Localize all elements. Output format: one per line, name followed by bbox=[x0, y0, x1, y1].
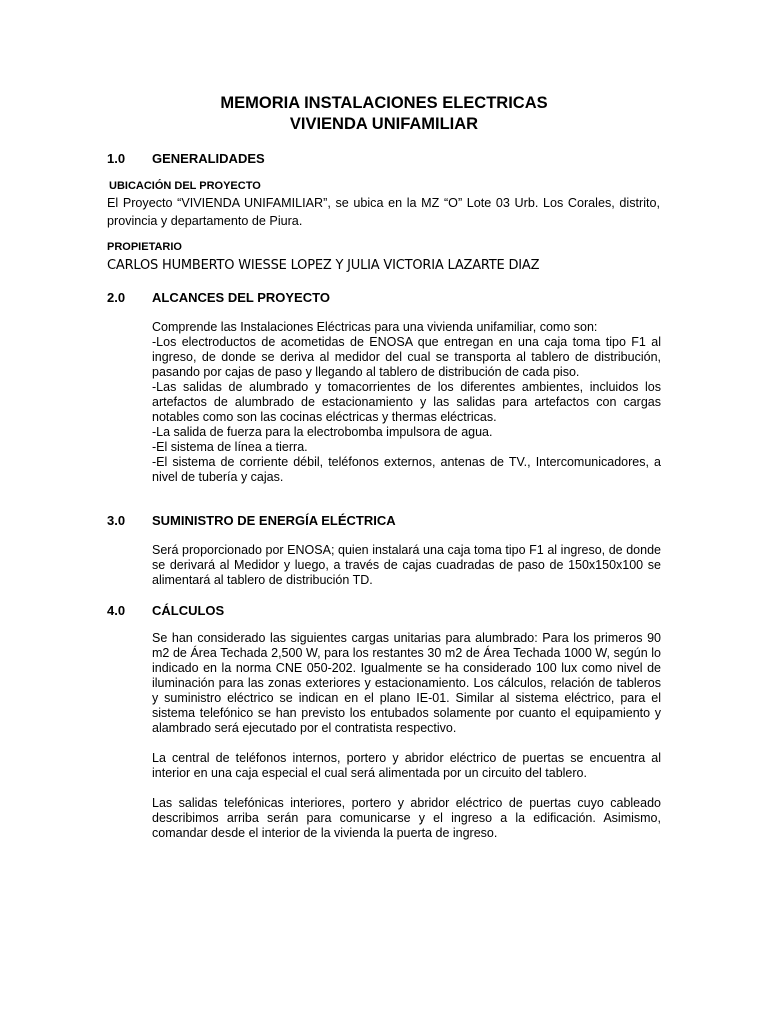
alcances-line: -El sistema de corriente débil, teléfonos externos, antenas de TV., Intercomunicadores, a nivel de tubería y cajas. bbox=[152, 455, 661, 484]
section-3-number: 3.0 bbox=[107, 513, 126, 528]
document-title-line-1: MEMORIA INSTALACIONES ELECTRICAS bbox=[220, 94, 548, 112]
ubicacion-text: El Proyecto “VIVIENDA UNIFAMILIAR”, se ubica en la MZ “O” Lote 03 Urb. Los Corales, distrito, provincia y departamento de Piura. bbox=[107, 196, 660, 228]
document-title-line-2: VIVIENDA UNIFAMILIAR bbox=[289, 115, 479, 133]
alcances-block bbox=[152, 320, 661, 485]
section-2-heading: ALCANCES DEL PROYECTO bbox=[152, 290, 330, 305]
propietario-label: PROPIETARIO bbox=[107, 241, 182, 253]
section-4-number: 4.0 bbox=[107, 603, 126, 618]
ubicacion-label: UBICACIÓN DEL PROYECTO bbox=[109, 180, 261, 192]
section-2-number: 2.0 bbox=[107, 290, 126, 305]
alcances-line: Comprende las Instalaciones Eléctricas para una vivienda unifamiliar, como son: bbox=[152, 320, 598, 334]
section-1-number: 1.0 bbox=[107, 151, 126, 166]
calculos-paragraph-2: La central de teléfonos internos, portero y abridor eléctrico de puertas se encuentra al interior en una caja especial el cual será alimentada por un circuito del tablero. bbox=[152, 751, 661, 780]
alcances-line: -Los electroductos de acometidas de ENOSA que entregan en una caja toma tipo F1 al ingreso, de donde se deriva al medidor del cual se transporta al tablero de distribución, pasando por cajas de paso y llegando al tablero de distribución de cada piso. bbox=[152, 335, 661, 379]
alcances-line: -Las salidas de alumbrado y tomacorrientes de los diferentes ambientes, incluidos los artefactos de alumbrado de estacionamiento y las salidas para artefactos con cargas notables como son las cocinas eléctricas y thermas eléctricas. bbox=[152, 380, 661, 424]
alcances-line: -El sistema de línea a tierra. bbox=[152, 440, 308, 454]
section-4-heading: CÁLCULOS bbox=[152, 603, 225, 618]
calculos-paragraph-3: Las salidas telefónicas interiores, portero y abridor eléctrico de puertas cuyo cableado describimos arriba serán para comunicarse y el ingreso a la edificación. Asimismo, comandar desde el interior de la vivienda la puerta de ingreso. bbox=[152, 796, 661, 840]
section-1-heading: GENERALIDADES bbox=[152, 151, 265, 166]
propietario-text: CARLOS HUMBERTO WIESSE LOPEZ Y JULIA VICTORIA LAZARTE DIAZ bbox=[107, 258, 540, 273]
section-3-heading: SUMINISTRO DE ENERGÍA ELÉCTRICA bbox=[152, 513, 396, 528]
suministro-text: Será proporcionado por ENOSA; quien instalará una caja toma tipo F1 al ingreso, de donde se derivará al Medidor y luego, a través de cajas cuadradas de paso de 150x150x100 se alimentará al tablero de distribución TD. bbox=[152, 543, 661, 587]
alcances-line: -La salida de fuerza para la electrobomba impulsora de agua. bbox=[152, 425, 493, 439]
calculos-paragraph-1: Se han considerado las siguientes cargas unitarias para alumbrado: Para los primeros 90 m2 de Área Techada 2,500 W, para los restantes 30 m2 de Área Techada 1000 W, según lo indicado en la norma CNE 050-202. Igualmente se ha considerado 100 lux como nivel de iluminación para las zonas exteriores y estacionamiento. Los cálculos, relación de tableros y suministro eléctrico se indican en el plano IE-01. Similar al sistema eléctrico, para el sistema telefónico se han previsto los entubados solamente por cuanto el equipamiento y alambrado será ejecutado por el contratista respectivo. bbox=[152, 631, 661, 735]
